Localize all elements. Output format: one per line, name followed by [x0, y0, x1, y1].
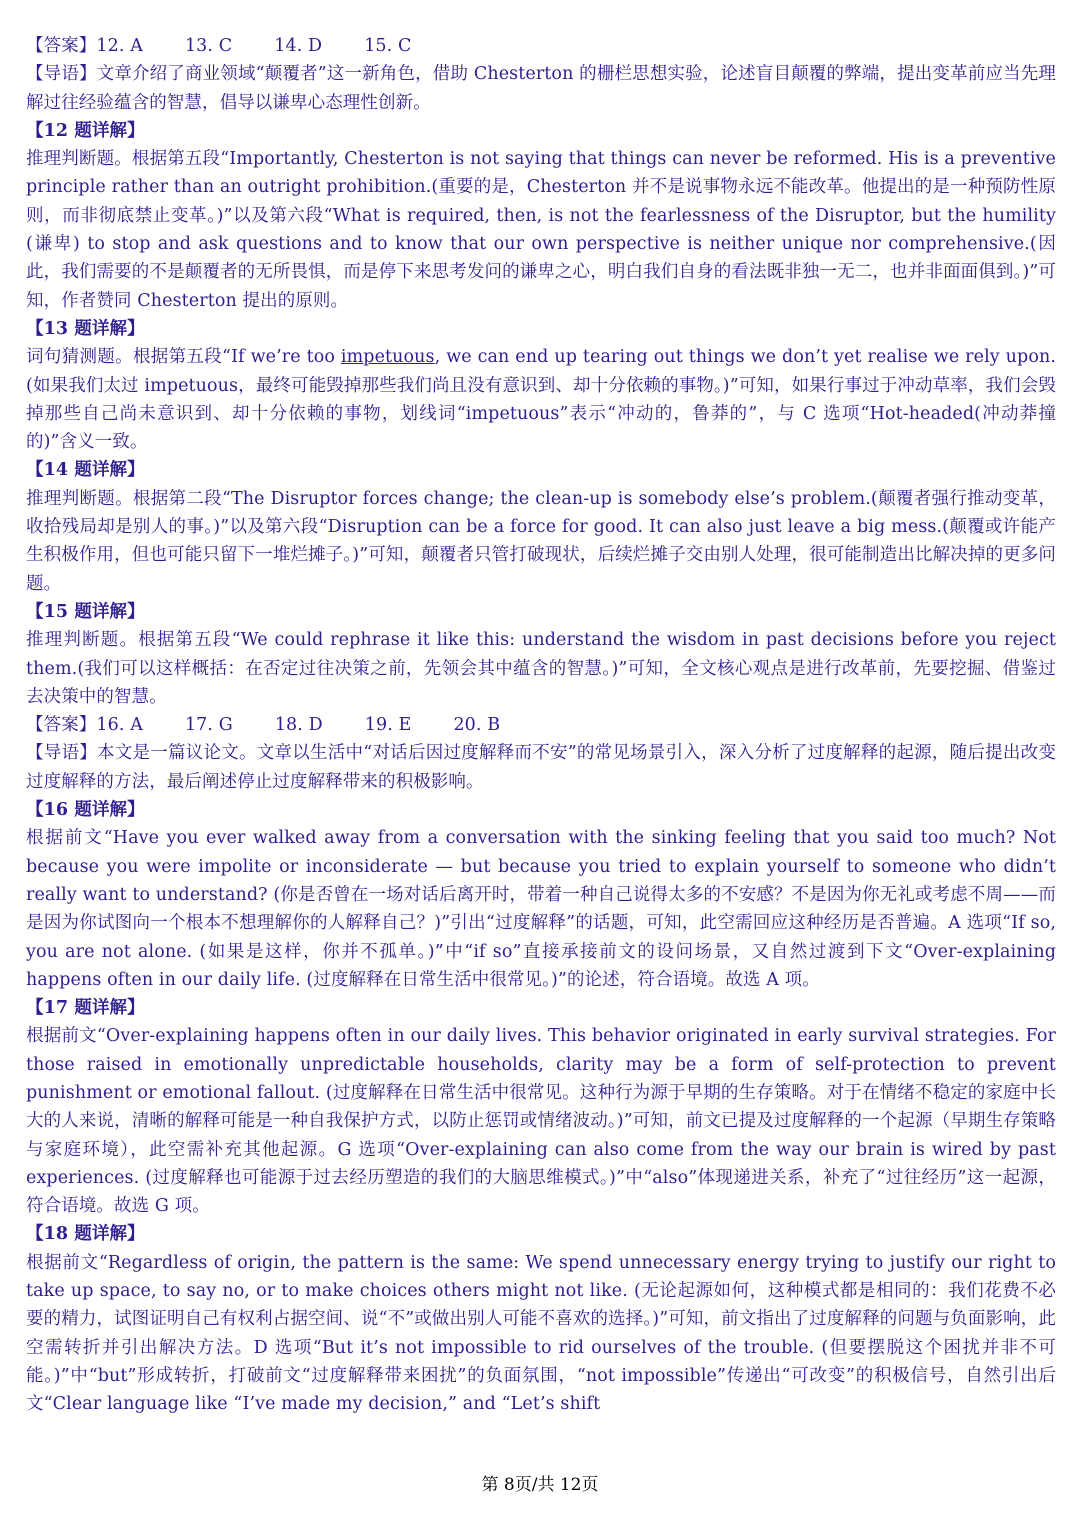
answer-item: 18. D	[274, 715, 323, 736]
answer-tag: 【答案】	[26, 715, 97, 736]
q18-explanation: 根据前文“Regardless of origin, the pattern is the same: We spend unnecessary energy trying to justify our right to take up space, to say no, or to make choices others might not like. (无论起源如何，这种模式都是相同的：我们花费不必要的精力，试图证明自己有权利占据空间、说“不”或做出别人可能不喜欢的选择。)”可知，前文指出了过度解释的问题与负面影响，此空需转折并引出解决方法。D 选项“But it’s not impossible to rid ourselves of the trouble. (但要摆脱这个困扰并非不可能。)”中“but”形成转折，打破前文“过度解释带来困扰”的负面氛围，“not impossible”传递出“可改变”的积极信号，自然引出后文“Clear language like “I’ve made my decision,” and “Let’s shift	[26, 1252, 1056, 1415]
q13-heading: 【13 题详解】	[26, 318, 145, 339]
page-content	[26, 32, 1056, 1419]
q16-explanation: 根据前文“Have you ever walked away from a conversation with the sinking feeling that you said too much? Not because you were impolite or inconsiderate — but because you tried to explain yourself to someone who didn’t really want to understand? (你是否曾在一场对话后离开时，带着一种自己说得太多的不安感？不是因为你无礼或考虑不周——而是因为你试图向一个根本不想理解你的人解释自己？)”引出“过度解释”的话题，可知，此空需回应这种经历是否普遍。A 选项“If so, you are not alone. (如果是这样，你并不孤单。)”中“if so”直接承接前文的设问场景，又自然过渡到下文“Over-explaining happens often in our daily life. (过度解释在日常生活中很常见。)”的论述，符合语境。故选 A 项。	[26, 828, 1056, 990]
answer-line-1	[26, 32, 1056, 60]
q15-heading: 【15 题详解】	[26, 601, 145, 622]
answer-item: 12. A	[96, 36, 143, 56]
q17-explanation: 根据前文“Over-explaining happens often in our daily lives. This behavior originated in early survival strategies. For those raised in emotionally unpredictable households, clarity may be a form of self-protection to prevent punishment or emotional fallout. (过度解释在日常生活中很常见。这种行为源于早期的生存策略。对于在情绪不稳定的家庭中长大的人来说，清晰的解释可能是一种自我保护方式，以防止惩罚或情绪波动。)”可知，前文已提及过度解释的一个起源（早期生存策略与家庭环境），此空需补充其他起源。G 选项“Over-explaining can also come from the way our brain is wired by past experiences. (过度解释也可能源于过去经历塑造的我们的大脑思维模式。)”中“also”体现递进关系，补充了“过往经历”这一起源，符合语境。故选 G 项。	[26, 1026, 1056, 1217]
q15-explanation: 推理判断题。根据第五段“We could rephrase it like this: understand the wisdom in past decisions before you reject them.(我们可以这样概括：在否定过往决策之前，先领会其中蕴含的智慧。)”可知，全文核心观点是进行改革前，先要挖掘、借鉴过去决策中的智慧。	[26, 630, 1056, 707]
answer-item: 15. C	[364, 36, 412, 56]
intro-paragraph-1	[26, 60, 1056, 117]
q13-explanation	[26, 343, 1056, 456]
answer-item: 20. B	[453, 715, 501, 736]
intro-tag: 【导语】	[26, 743, 97, 764]
answer-item: 14. D	[274, 36, 323, 56]
answer-line-2	[26, 711, 1056, 739]
q13-text-after: , we can end up tearing out things we don’t yet realise we rely upon.(如果我们太过 impetuous，最终可能毁掉那些我们尚且没有意识到、却十分依赖的事物。)”可知，如果行事过于冲动草率，我们会毁掉那些自己尚未意识到、却十分依赖的事物，划线词“impetuous”表示“冲动的，鲁莽的”，与 C 选项“Hot-headed(冲动莽撞的)”含义一致。	[26, 347, 1056, 453]
intro-text: 文章介绍了商业领域“颠覆者”这一新角色，借助 Chesterton 的栅栏思想实验，论述盲目颠覆的弊端，提出变革前应当先理解过往经验蕴含的智慧，倡导以谦卑心态理性创新。	[26, 64, 1056, 113]
q14-heading: 【14 题详解】	[26, 460, 145, 481]
q17-heading: 【17 题详解】	[26, 998, 145, 1019]
q14-explanation: 推理判断题。根据第二段“The Disruptor forces change; the clean-up is somebody else’s problem.(颠覆者强行推动变革，收拾残局却是别人的事。)”以及第六段“Disruption can be a force for good. It can also just leave a big mess.(颠覆或许能产生积极作用，但也可能只留下一堆烂摊子。)”可知，颠覆者只管打破现状，后续烂摊子交由别人处理，很可能制造出比解决掉的更多问题。	[26, 488, 1056, 594]
page-number-footer: 第 8页/共 12页	[481, 1475, 599, 1495]
q12-explanation: 推理判断题。根据第五段“Importantly, Chesterton is not saying that things can never be reformed. His is a preventive principle rather than an outright prohibition.(重要的是，Chesterton 并不是说事物永远不能改革。他提出的是一种预防性原则，而非彻底禁止变革。)”以及第六段“What is required, then, is not the fearlessness of the Disruptor, but the humility (谦卑) to stop and ask questions and to know that our own perspective is neither unique nor comprehensive.(因此，我们需要的不是颠覆者的无所畏惧，而是停下来思考发问的谦卑之心，明白我们自身的看法既非独一无二，也并非面面俱到。)”可知，作者赞同 Chesterton 提出的原则。	[26, 149, 1056, 311]
intro-text: 本文是一篇议论文。文章以生活中“对话后因过度解释而不安”的常见场景引入，深入分析了过度解释的起源，随后提出改变过度解释的方法，最后阐述停止过度解释带来的积极影响。	[26, 743, 1056, 792]
underlined-word: impetuous	[340, 347, 435, 368]
answer-item: 16. A	[96, 715, 143, 736]
q12-heading: 【12 题详解】	[26, 120, 145, 141]
answer-tag: 【答案】	[26, 36, 97, 56]
answer-item: 13. C	[184, 36, 233, 56]
answer-item: 19. E	[364, 715, 412, 736]
q16-heading: 【16 题详解】	[26, 800, 145, 821]
answer-item: 17. G	[184, 715, 233, 736]
intro-paragraph-2	[26, 739, 1056, 796]
q13-text-before: 词句猜测题。根据第五段“If we’re too	[26, 347, 341, 368]
q18-heading: 【18 题详解】	[26, 1224, 145, 1245]
intro-tag: 【导语】	[26, 64, 97, 85]
